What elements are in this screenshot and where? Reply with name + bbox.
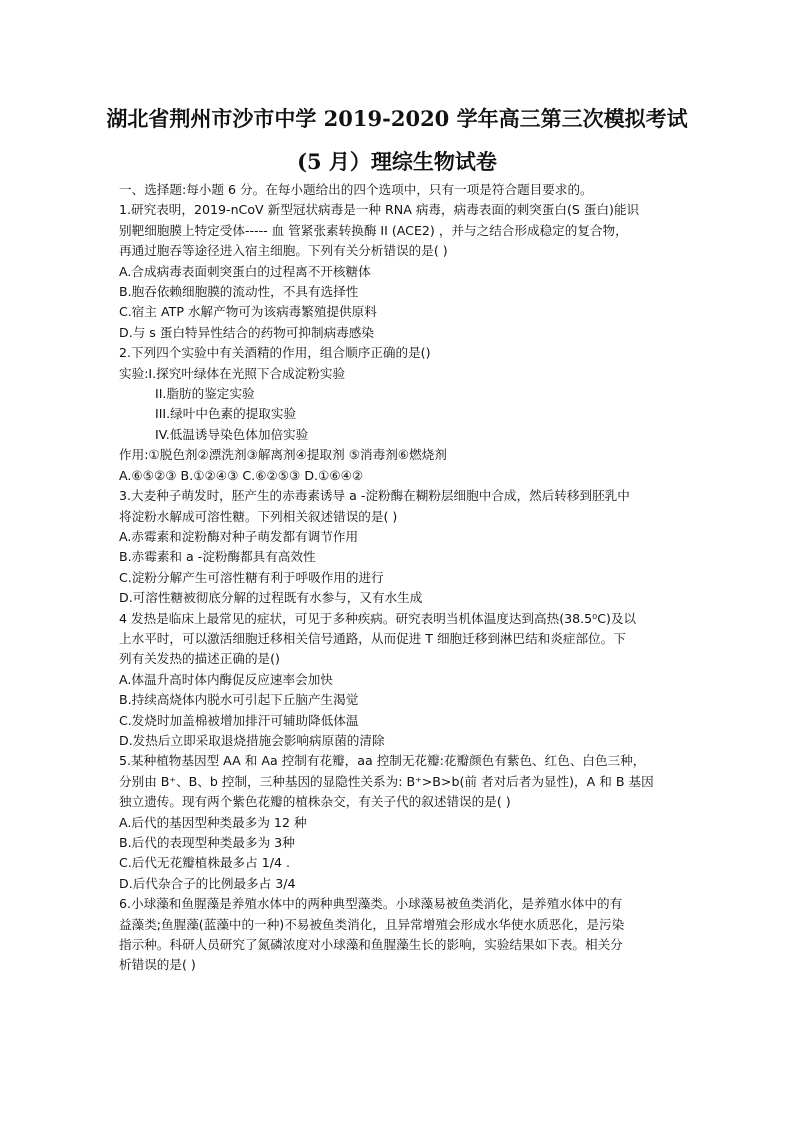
text-line: 析错误的是( ) (119, 957, 196, 973)
text-line: C.发烧时加盖棉被增加排汗可辅助降低体温 (119, 712, 359, 728)
text-line: C.宿主 ATP 水解产物可为该病毒繁殖提供原料 (119, 304, 377, 320)
text-line: A.赤霉素和淀粉酶对种子萌发都有调节作用 (119, 528, 359, 544)
text-line: 5.某种植物基因型 AA 和 Aa 控制有花瓣，aa 控制无花瓣:花瓣颜色有紫色、红色、白色三种， (119, 753, 646, 769)
text-line: D.可溶性糖被彻底分解的过程既有水参与，又有水生成 (119, 590, 423, 606)
text-line: B.后代的表现型种类最多为 3种 (119, 835, 295, 850)
text-line: C.淀粉分解产生可溶性糖有利于呼吸作用的进行 (119, 569, 384, 585)
page-title-line-1: 湖北省荆州市沙市中学 2019-2020 学年高三第三次模拟考试 (106, 106, 688, 131)
text-line: 指示种。科研人员研究了氮磷浓度对小球藻和鱼腥藻生长的影响，实验结果如下表。相关分 (119, 937, 623, 953)
text-line: 再通过胞吞等途径进入宿主细胞。下列有关分析错误的是( ) (119, 243, 448, 259)
text-line: 独立遗传。现有两个紫色花瓣的植株杂交，有关子代的叙述错误的是( ) (119, 794, 511, 810)
text-line: C.后代无花瓣植株最多占 1/4 . (119, 855, 291, 871)
text-line: II.脂肪的鉴定实验 (155, 386, 255, 402)
text-line: D.与 s 蛋白特异性结合的药物可抑制病毒感染 (119, 324, 374, 340)
text-line: IV.低温诱导染色体加倍实验 (155, 426, 309, 442)
text-line: D.发热后立即采取退烧措施会影响病原菌的清除 (119, 732, 385, 748)
text-line: A.⑥⑤②③ B.①②④③ C.⑥②⑤③ D.①⑥④② (119, 467, 364, 483)
text-line: D.后代杂合子的比例最多占 3/4 (119, 875, 296, 891)
text-line: 4 发热是临床上最常见的症状，可见于多种疾病。研究表明当机体温度达到高热(38.5⁰C)及以 (119, 610, 637, 626)
text-line: 列有关发热的描述正确的是() (119, 651, 280, 667)
text-line: A.体温升高时体内酶促反应速率会加快 (119, 671, 333, 687)
text-line: 上水平时，可以激活细胞迁移相关信号通路，从而促进 T 细胞迁移到淋巴结和炎症部位。下 (119, 630, 626, 646)
text-line: 1.研究表明，2019-nCoV 新型冠状病毒是一种 RNA 病毒，病毒表面的刺突蛋白(S 蛋白)能识 (119, 202, 640, 218)
text-line: 别靶细胞膜上特定受体----- 血 管紧张素转换酶 II (ACE2) ，并与之结合形成稳定的复合物， (119, 222, 628, 238)
text-line: B.胞吞依赖细胞膜的流动性，不具有选择性 (119, 284, 359, 300)
text-line: B.持续高烧体内脱水可引起下丘脑产生渴觉 (119, 692, 359, 708)
text-line: A.后代的基因型种类最多为 12 种 (119, 814, 307, 830)
text-line: 3.大麦种子萌发时，胚产生的赤毒素诱导 a -淀粉酶在糊粉层细胞中合成，然后转移到胚乳中 (119, 488, 630, 504)
page-title-line-2: (5 月）理综生物试卷 (297, 149, 497, 174)
text-line: 6.小球藻和鱼腥藻是养殖水体中的两种典型藻类。小球藻易被鱼类消化，是养殖水体中的有 (119, 896, 623, 912)
text-line: 分别由 B⁺、B、b 控制，三种基因的显隐性关系为: B⁺>B>b(前 者对后者为显性)，A 和 B 基因 (119, 773, 654, 789)
text-line: B.赤霉素和 a -淀粉酶都具有高效性 (119, 549, 316, 565)
text-line: 将淀粉水解成可溶性糖。下列相关叙述错误的是( ) (119, 508, 398, 524)
text-line: 一、选择题:每小题 6 分。在每小题给出的四个选项中，只有一项是符合题目要求的。 (119, 182, 593, 197)
text-line: III.绿叶中色素的提取实验 (155, 406, 297, 422)
question-body (119, 180, 679, 976)
text-line: A.合成病毒表面刺突蛋白的过程离不开核糖体 (119, 263, 371, 279)
text-line: 2.下列四个实验中有关酒精的作用，组合顺序正确的是() (119, 345, 431, 361)
text-line: 益藻类;鱼腥藻(蓝藻中的一种)不易被鱼类消化，且异常增殖会形成水华使水质恶化，是污染 (119, 916, 625, 932)
text-line: 作用:①脱色剂②漂洗剂③解离剂④提取剂 ⑤消毒剂⑥燃烧剂 (119, 447, 447, 463)
text-line: 实验:I.探究叶绿体在光照下合成淀粉实验 (119, 365, 346, 381)
